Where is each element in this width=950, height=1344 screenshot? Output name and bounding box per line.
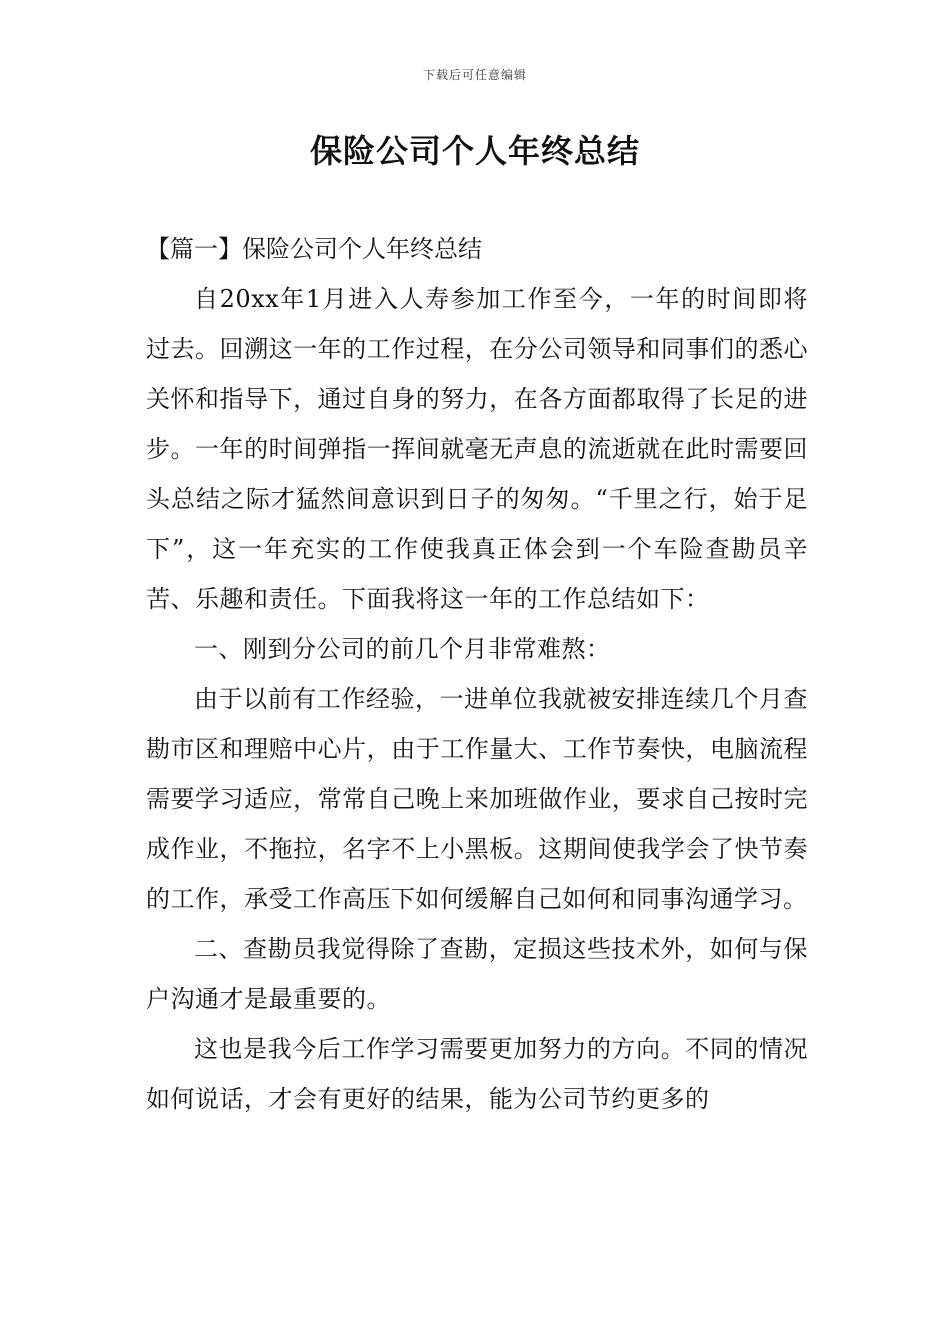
section-heading: 【篇一】保险公司个人年终总结	[146, 235, 482, 263]
paragraph: 二、查勘员我觉得除了查勘，定损这些技术外，如何与保户沟通才是最重要的。	[146, 935, 808, 1013]
paragraph: 一、刚到分公司的前几个月非常难熬：	[194, 635, 611, 663]
header-note: 下载后可任意编辑	[422, 68, 527, 82]
document-title: 保险公司个人年终总结	[309, 132, 640, 170]
paragraph: 这也是我今后工作学习需要更加努力的方向。不同的情况如何说话，才会有更好的结果，能为公司节约更多的	[146, 1035, 808, 1113]
paragraph: 由于以前有工作经验，一进单位我就被安排连续几个月查勘市区和理赔中心片，由于工作量大、工作节奏快，电脑流程需要学习适应，常常自己晚上来加班做作业，要求自己按时完成作业，不拖拉，名字不上小黑板。这期间使我学会了快节奏的工作，承受工作高压下如何缓解自己如何和同事沟通学习。	[146, 685, 808, 913]
paragraph: 自20xx年1月进入人寿参加工作至今，一年的时间即将过去。回溯这一年的工作过程，在分公司领导和同事们的悉心关怀和指导下，通过自身的努力，在各方面都取得了长足的进步。一年的时间弹指一挥间就毫无声息的流逝就在此时需要回头总结之际才猛然间意识到日子的匆匆。“千里之行，始于足下”，这一年充实的工作使我真正体会到一个车险查勘员辛苦、乐趣和责任。下面我将这一年的工作总结如下：	[146, 285, 808, 613]
document-body	[146, 224, 808, 1124]
